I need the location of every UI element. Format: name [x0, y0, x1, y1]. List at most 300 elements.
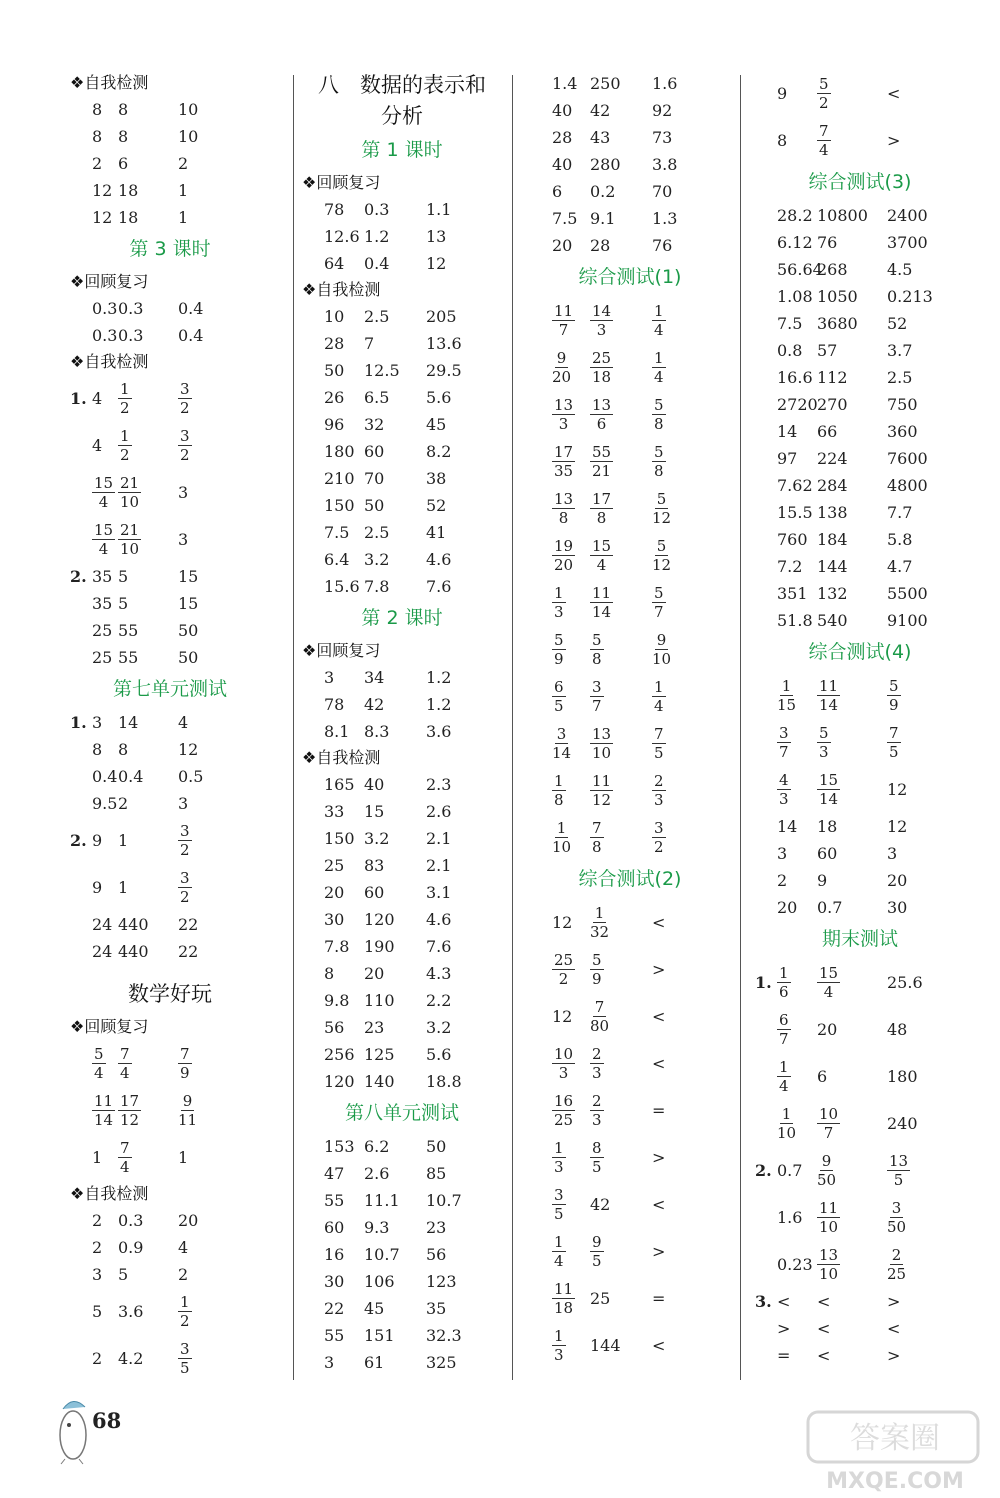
answer-value: 4: [92, 389, 103, 408]
fraction-answer: [817, 724, 887, 761]
answer-value: 180: [324, 442, 355, 461]
answer-row: [302, 357, 502, 384]
numerator: 25: [592, 349, 612, 367]
fraction: [817, 122, 831, 159]
answer-value: 7.8: [364, 577, 390, 596]
fraction: [92, 474, 115, 511]
answer-row: [530, 1087, 730, 1134]
fraction-answer: [590, 998, 652, 1035]
column-1: [70, 70, 270, 1382]
answer-row: [302, 1068, 502, 1095]
fraction: [652, 349, 666, 386]
fraction-answer: [652, 349, 714, 386]
answer-value: 56.64: [777, 260, 823, 279]
section-title: 第八单元测试: [344, 1102, 459, 1124]
answer-value: 210: [324, 469, 355, 488]
denominator: 4: [819, 141, 829, 159]
answer-row: [755, 256, 965, 283]
answer-value: 190: [364, 937, 395, 956]
fraction: [590, 490, 613, 527]
fraction: [777, 1105, 796, 1142]
fraction-answer: [777, 1105, 817, 1142]
answer-value: 12.5: [364, 361, 400, 380]
answer-row: [530, 1322, 730, 1369]
denominator: 25: [554, 1111, 574, 1129]
numerator: 3: [180, 427, 190, 445]
answer-value: 20: [552, 236, 573, 255]
answer-value: 4: [92, 436, 103, 455]
answer-row: [755, 840, 965, 867]
denominator: 3: [554, 603, 564, 621]
numerator: 14: [592, 302, 612, 320]
answer-value: 14: [118, 713, 139, 732]
answer-value: 270: [817, 395, 848, 414]
answer-value: 20: [887, 871, 908, 890]
answer-value: 64: [324, 254, 345, 273]
numerator: 15: [819, 964, 839, 982]
answer-value: <: [817, 1319, 831, 1338]
answer-value: 7.6: [426, 937, 452, 956]
answer-value: 0.3: [118, 1211, 144, 1230]
answer-value: 70: [652, 182, 673, 201]
fraction: [590, 904, 609, 941]
answer-value: 20: [777, 898, 798, 917]
denominator: 4: [98, 540, 109, 558]
answer-row: [70, 817, 270, 864]
answer-value: 23: [364, 1018, 385, 1037]
answer-row: [302, 1241, 502, 1268]
answer-row: [302, 223, 502, 250]
answer-row: [302, 546, 502, 573]
answer-value: 12: [887, 817, 908, 836]
answer-value: <: [887, 1319, 901, 1338]
numerator: 3: [779, 724, 789, 742]
fraction-answer: [552, 951, 590, 988]
fraction-answer: [652, 772, 714, 809]
answer-row: [70, 150, 270, 177]
numerator: 5: [819, 75, 829, 93]
denominator: 10: [120, 493, 140, 511]
answer-value: 97: [777, 449, 798, 468]
fraction-answer: [118, 1092, 178, 1129]
answer-value: 1.6: [777, 1208, 803, 1227]
fraction-answer: [118, 521, 178, 558]
fraction-answer: [552, 1045, 590, 1082]
fraction-answer: [118, 474, 178, 511]
answer-value: 56: [324, 1018, 345, 1037]
denominator: 32: [590, 923, 610, 941]
answer-value: 12.6: [324, 227, 360, 246]
denominator: 4: [120, 1064, 130, 1082]
answer-value: 4.6: [426, 550, 452, 569]
denominator: 3: [654, 791, 664, 809]
answer-row: [302, 825, 502, 852]
answer-value: 3.2: [364, 550, 390, 569]
answer-row: [302, 960, 502, 987]
denominator: 3: [596, 321, 607, 339]
answer-value: 1: [178, 181, 189, 200]
denominator: 2: [180, 446, 190, 464]
fraction-answer: [552, 537, 590, 574]
fraction: [552, 490, 575, 527]
fraction: [552, 1092, 575, 1129]
numerator: 5: [656, 537, 667, 555]
answer-row: [755, 445, 965, 472]
answer-row: [755, 1053, 965, 1100]
answer-value: 0.4: [118, 767, 144, 786]
numerator: 17: [592, 490, 612, 508]
fraction: [178, 869, 192, 906]
denominator: 14: [552, 744, 572, 762]
answer-row: [302, 1160, 502, 1187]
answer-row: [302, 1214, 502, 1241]
answer-value: 30: [324, 1272, 345, 1291]
fraction-answer: [552, 819, 590, 856]
numerator: 5: [654, 443, 664, 461]
answer-row: [755, 1241, 965, 1288]
fraction-answer: [652, 490, 714, 527]
answer-row: [755, 391, 965, 418]
answer-value: >: [777, 1319, 791, 1338]
section-title: 综合测试(3): [808, 171, 912, 193]
denominator: 3: [779, 790, 789, 808]
answer-value: 5: [118, 567, 129, 586]
denominator: 4: [654, 321, 664, 339]
answer-value: 0.2: [590, 182, 616, 201]
answer-value: 132: [817, 584, 848, 603]
answer-row: [302, 771, 502, 798]
answer-row: [302, 852, 502, 879]
denominator: 2: [180, 399, 190, 417]
answer-row: [302, 250, 502, 277]
answer-row: [755, 472, 965, 499]
numerator: 3: [180, 1340, 190, 1358]
numerator: 11: [592, 772, 612, 790]
denominator: 7: [779, 1030, 789, 1048]
answer-value: 6: [118, 154, 129, 173]
answer-value: 55: [118, 621, 139, 640]
answer-value: 123: [426, 1272, 457, 1291]
numerator: 15: [94, 474, 114, 492]
fraction-answer: [590, 1233, 652, 1270]
answer-value: <: [652, 913, 666, 932]
numerator: 55: [592, 443, 612, 461]
numerator: 4: [779, 771, 789, 789]
answer-value: 3: [178, 483, 189, 502]
answer-value: 151: [364, 1326, 395, 1345]
answer-value: 3: [178, 794, 189, 813]
numerator: 6: [779, 1011, 789, 1029]
answer-value: 125: [364, 1045, 395, 1064]
numerator: 5: [819, 724, 829, 742]
answer-row: [755, 310, 965, 337]
denominator: 3: [558, 415, 569, 433]
answer-value: 2.2: [426, 991, 452, 1010]
fraction: [552, 584, 566, 621]
numerator: 1: [654, 349, 664, 367]
answer-value: 0.23: [777, 1255, 813, 1274]
section-title: 综合测试(1): [578, 266, 682, 288]
answer-row: [530, 767, 730, 814]
denominator: 8: [558, 509, 569, 527]
answer-value: 120: [364, 910, 395, 929]
fraction: [652, 443, 666, 480]
answer-value: 7.62: [777, 476, 813, 495]
fraction: [118, 380, 132, 417]
numerator: 2: [592, 1045, 602, 1063]
answer-row: [302, 987, 502, 1014]
answer-value: 2: [118, 794, 129, 813]
answer-value: 11.1: [364, 1191, 400, 1210]
denominator: 5: [889, 743, 899, 761]
answer-value: 256: [324, 1045, 355, 1064]
fraction-answer: [552, 396, 590, 433]
answer-value: 42: [590, 1195, 611, 1214]
answer-value: 5.6: [426, 388, 452, 407]
answer-value: 96: [324, 415, 345, 434]
answer-value: 15.6: [324, 577, 360, 596]
answer-value: 1.2: [364, 227, 390, 246]
answer-value: 18: [118, 208, 139, 227]
answer-row: [302, 879, 502, 906]
fraction: [652, 490, 671, 527]
denominator: 9: [180, 1064, 190, 1082]
numerator: 1: [554, 1233, 564, 1251]
numerator: 11: [592, 584, 612, 602]
answer-value: 8: [92, 740, 103, 759]
answer-value: 0.4: [178, 299, 204, 318]
numerator: 9: [556, 349, 567, 367]
answer-row: [530, 205, 730, 232]
answer-value: 7.7: [887, 503, 913, 522]
denominator: 4: [554, 1252, 564, 1270]
numerator: 1: [554, 1327, 564, 1345]
fraction: [552, 302, 575, 339]
answer-value: 8: [118, 740, 129, 759]
fraction-answer: [777, 771, 817, 808]
answer-value: 60: [817, 844, 838, 863]
fraction-answer: [652, 819, 714, 856]
fraction-answer: [887, 1152, 957, 1189]
fraction-answer: [178, 822, 238, 859]
answer-row: [70, 295, 270, 322]
denominator: 3: [592, 1064, 602, 1082]
answer-value: 9: [92, 831, 103, 850]
answer-row: [530, 151, 730, 178]
answer-value: <: [777, 1292, 791, 1311]
answer-value: 40: [552, 101, 573, 120]
answer-value: 106: [364, 1272, 395, 1291]
answer-row: [755, 364, 965, 391]
fraction-answer: [590, 1139, 652, 1176]
fraction: [777, 964, 791, 1001]
answer-row: [70, 1040, 270, 1087]
answer-value: 0.8: [777, 341, 803, 360]
numerator: 9: [592, 1233, 602, 1251]
fraction-answer: [552, 349, 590, 386]
answer-value: 2: [92, 1211, 103, 1230]
mascot-icon: [55, 1395, 95, 1465]
numerator: 13: [554, 490, 574, 508]
numerator: 1: [556, 819, 567, 837]
answer-value: 18.8: [426, 1072, 462, 1091]
answer-value: =: [777, 1346, 791, 1365]
denominator: 6: [596, 415, 607, 433]
answer-value: 12: [178, 740, 199, 759]
answer-value: 24: [92, 942, 113, 961]
answer-value: 12: [552, 913, 573, 932]
numerator: 7: [594, 998, 605, 1016]
answer-value: 440: [118, 915, 149, 934]
denominator: 7: [779, 743, 789, 761]
column-divider: [740, 75, 741, 1380]
answer-value: 25: [590, 1289, 611, 1308]
denominator: 10: [777, 1124, 797, 1142]
answer-value: 56: [426, 1245, 447, 1264]
answer-value: 6.5: [364, 388, 390, 407]
answer-row: [530, 946, 730, 993]
fraction: [652, 396, 666, 433]
answer-value: 10800: [817, 206, 868, 225]
numerator: 3: [180, 380, 190, 398]
answer-value: 8: [118, 127, 129, 146]
numerator: 10: [819, 1105, 839, 1123]
numerator: 7: [180, 1045, 190, 1063]
answer-value: 4: [178, 1238, 189, 1257]
denominator: 9: [592, 970, 602, 988]
denominator: 5: [180, 1359, 190, 1377]
numerator: 13: [592, 725, 612, 743]
numerator: 7: [592, 819, 602, 837]
answer-value: 13.6: [426, 334, 462, 353]
fraction: [590, 1092, 604, 1129]
fraction: [552, 725, 571, 762]
denominator: 12: [120, 1111, 140, 1129]
answer-value: 2400: [887, 206, 928, 225]
numerator: 19: [554, 537, 574, 555]
answer-value: 28: [590, 236, 611, 255]
subsection-heading: ❖自我检测: [302, 280, 381, 299]
denominator: 6: [779, 983, 789, 1001]
answer-row: [755, 229, 965, 256]
answer-value: 25: [92, 621, 113, 640]
denominator: 10: [592, 744, 612, 762]
denominator: 2: [819, 94, 829, 112]
answer-value: 78: [324, 200, 345, 219]
answer-row: [70, 790, 270, 817]
answer-row: [755, 894, 965, 921]
fraction: [652, 631, 671, 668]
answer-row: [302, 1268, 502, 1295]
column-divider: [293, 75, 294, 1380]
denominator: 14: [819, 696, 839, 714]
fraction-answer: [552, 1233, 590, 1270]
answer-row: [755, 959, 965, 1006]
answer-value: 32.3: [426, 1326, 462, 1345]
answer-value: 9.1: [590, 209, 616, 228]
answer-row: [530, 178, 730, 205]
answer-value: 0.4: [364, 254, 390, 273]
fraction-answer: [178, 1092, 238, 1129]
answer-row: [530, 297, 730, 344]
answer-row: [70, 1261, 270, 1288]
answer-row: [530, 344, 730, 391]
subsection-heading: ❖回顾复习: [302, 641, 381, 660]
answer-value: 5.8: [887, 530, 913, 549]
answer-value: 41: [426, 523, 447, 542]
fraction-answer: [887, 677, 957, 714]
answer-row: [302, 330, 502, 357]
answer-value: 3: [92, 1265, 103, 1284]
numerator: 17: [120, 1092, 140, 1110]
denominator: 3: [558, 1064, 569, 1082]
answer-value: 0.4: [178, 326, 204, 345]
fraction: [590, 537, 613, 574]
fraction: [118, 474, 141, 511]
answer-row: [530, 232, 730, 259]
answer-value: 7600: [887, 449, 928, 468]
fraction: [92, 1045, 106, 1082]
answer-value: 0.3: [118, 326, 144, 345]
answer-value: 47: [324, 1164, 345, 1183]
numerator: 1: [781, 1105, 792, 1123]
denominator: 2: [558, 970, 569, 988]
answer-value: >: [887, 131, 901, 150]
fraction: [590, 951, 604, 988]
answer-value: <: [652, 1195, 666, 1214]
fraction: [552, 819, 571, 856]
svg-text:答案圈: 答案圈: [850, 1421, 940, 1456]
fraction: [552, 1233, 566, 1270]
answer-value: 5: [92, 1302, 103, 1321]
answer-value: 5: [118, 1265, 129, 1284]
answer-value: 7.6: [426, 577, 452, 596]
fraction: [590, 819, 604, 856]
answer-value: 30: [887, 898, 908, 917]
fraction: [887, 1152, 910, 1189]
numerator: 21: [120, 521, 140, 539]
denominator: 5: [554, 697, 564, 715]
fraction-answer: [590, 631, 652, 668]
fraction: [552, 772, 566, 809]
fraction-answer: [590, 1092, 652, 1129]
denominator: 12: [592, 791, 612, 809]
fraction: [552, 1045, 575, 1082]
answer-row: [530, 814, 730, 861]
fraction: [118, 1092, 141, 1129]
fraction-answer: [652, 584, 714, 621]
fraction-answer: [777, 677, 817, 714]
answer-row: [755, 283, 965, 310]
answer-value: 4: [178, 713, 189, 732]
answer-value: 2.5: [887, 368, 913, 387]
numerator: 3: [554, 1186, 564, 1204]
denominator: 21: [592, 462, 612, 480]
answer-row: [530, 1040, 730, 1087]
answer-value: 42: [590, 101, 611, 120]
fraction-answer: [590, 1045, 652, 1082]
numerator: 3: [180, 869, 190, 887]
fraction-answer: [817, 122, 887, 159]
answer-value: 76: [652, 236, 673, 255]
fraction: [552, 631, 566, 668]
answer-value: 10.7: [364, 1245, 400, 1264]
denominator: 8: [596, 509, 607, 527]
answer-value: 57: [817, 341, 838, 360]
numerator: 9: [182, 1092, 193, 1110]
subsection-heading: ❖回顾复习: [302, 173, 381, 192]
denominator: 4: [98, 493, 109, 511]
